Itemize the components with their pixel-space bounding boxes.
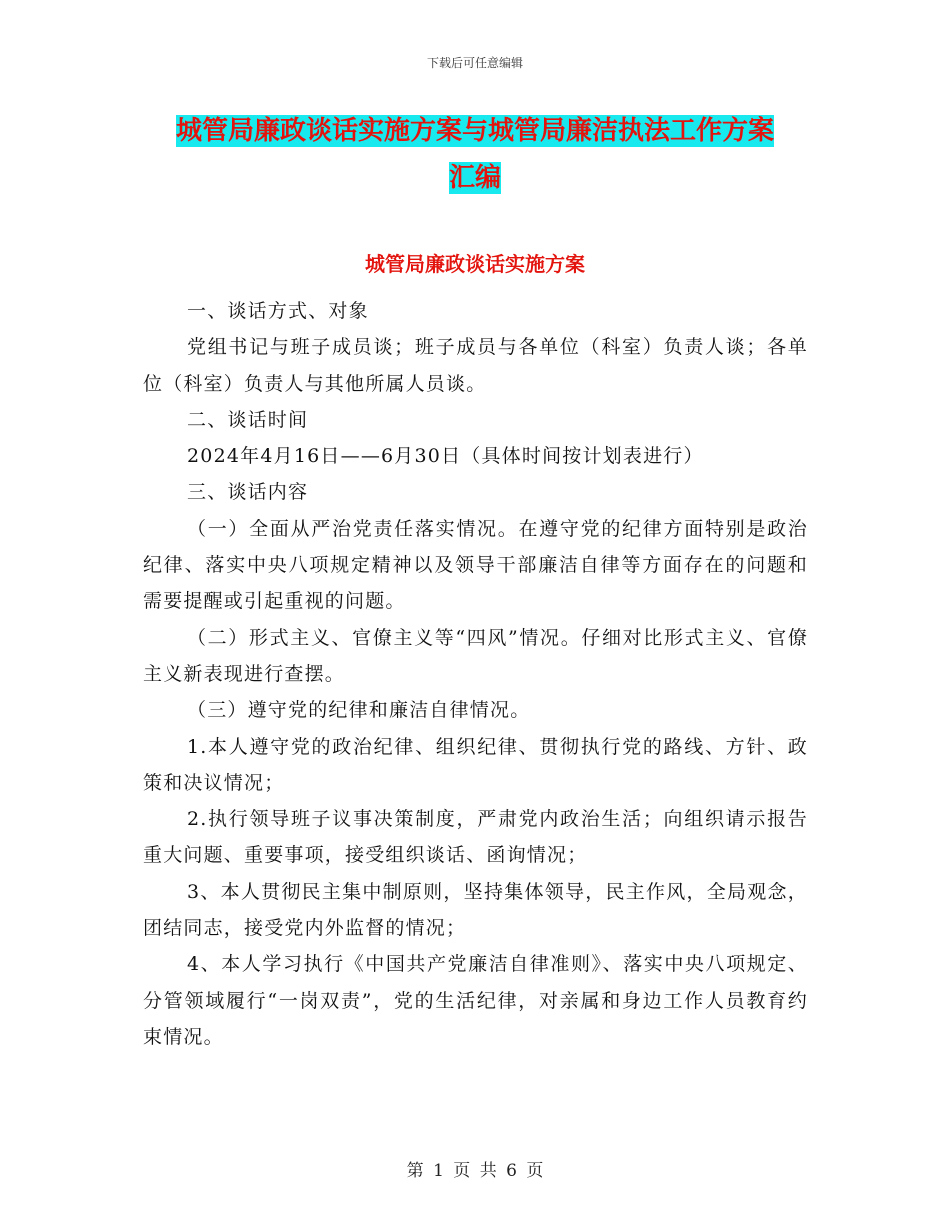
paragraph-item-2: （二）形式主义、官僚主义等“四风”情况。仔细对比形式主义、官僚主义新表现进行查摆。 (143, 626, 808, 685)
document-title-line-1: 城管局廉政谈话实施方案与城管局廉洁执法工作方案 (175, 116, 774, 146)
list-item-4: 4、本人学习执行《中国共产党廉洁自律准则》、落实中央八项规定、分管领域履行“一岗双责”，党的生活纪律，对亲属和身边工作人员教育约束情况。 (143, 953, 808, 1048)
page-number-footer: 第 1 页 共 6 页 (406, 1161, 544, 1181)
paragraph-item-3: （三）遵守党的纪律和廉洁自律情况。 (187, 699, 531, 722)
paragraph-talk-targets: 党组书记与班子成员谈；班子成员与各单位（科室）负责人谈；各单位（科室）负责人与其他所属人员谈。 (143, 336, 808, 395)
document-title-line-2: 汇编 (448, 163, 501, 193)
section-title: 城管局廉政谈话实施方案 (365, 252, 585, 276)
list-item-3: 3、本人贯彻民主集中制原则，坚持集体领导，民主作风，全局观念，团结同志，接受党内外监督的情况； (143, 880, 808, 940)
page-header-note: 下载后可任意编辑 (426, 56, 523, 70)
list-item-2: 2.执行领导班子议事决策制度，严肃党内政治生活；向组织请示报告重大问题、重要事项，接受组织谈话、函询情况； (143, 808, 808, 867)
paragraph-item-1: （一）全面从严治党责任落实情况。在遵守党的纪律方面特别是政治纪律、落实中央八项规定精神以及领导干部廉洁自律等方面存在的问题和需要提醒或引起重视的问题。 (143, 517, 808, 613)
heading-talk-time: 二、谈话时间 (187, 408, 309, 431)
list-item-1: 1.本人遵守党的政治纪律、组织纪律、贯彻执行党的路线、方针、政策和决议情况； (143, 735, 808, 794)
heading-talk-content: 三、谈话内容 (187, 481, 309, 504)
paragraph-talk-dates: 2024年4月16日——6月30日（具体时间按计划表进行） (187, 445, 704, 468)
document-body (143, 293, 808, 1055)
document-title (140, 108, 810, 202)
heading-talk-method: 一、谈话方式、对象 (187, 300, 369, 322)
